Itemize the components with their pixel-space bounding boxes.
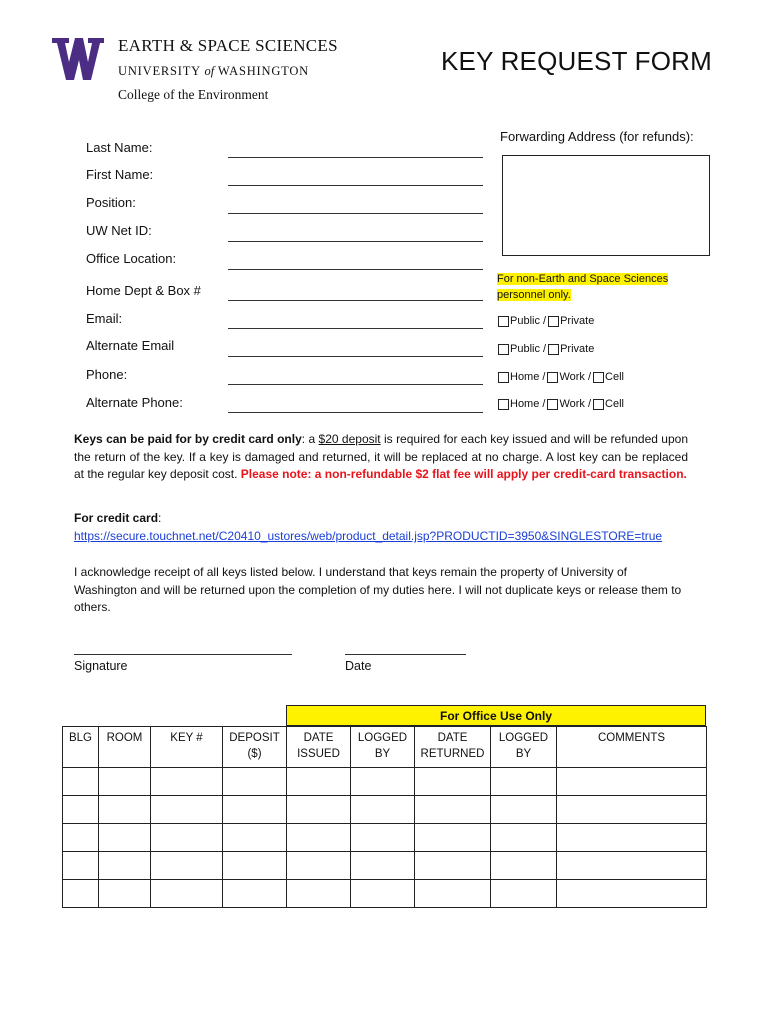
phone-field[interactable] [228,384,483,385]
email-visibility-options: Public / Private [498,315,596,327]
col-room: ROOM [99,727,151,768]
credit-card-label: For credit card: [74,511,162,525]
table-row[interactable] [63,824,707,852]
alt-phone-cell-checkbox[interactable] [593,399,604,410]
office-location-field[interactable] [228,269,483,270]
email-private-checkbox[interactable] [548,316,559,327]
col-deposit: DEPOSIT ($) [223,727,287,768]
first-name-label: First Name: [86,167,154,182]
uw-net-id-field[interactable] [228,241,483,242]
position-label: Position: [86,195,136,210]
table-row[interactable] [63,768,707,796]
table-row[interactable] [63,796,707,824]
table-header-row [63,727,707,768]
office-use-header: For Office Use Only [286,705,706,726]
alt-email-private-checkbox[interactable] [548,344,559,355]
email-field[interactable] [228,328,483,329]
alternate-phone-label: Alternate Phone: [86,395,183,410]
position-field[interactable] [228,213,483,214]
phone-home-checkbox[interactable] [498,372,509,383]
payment-paragraph: Keys can be paid for by credit card only: a $20 deposit is required for each key issued and will be refunded upon the return of the key. If a key is damaged and returned, it will be replaced at no charge. A lost key can be replaced at the regular key deposit cost. Please note: a non-refundable $2 flat fee will apply per credit-card transaction. [74,432,688,481]
home-dept-field[interactable] [228,300,483,301]
col-date-returned: DATE RETURNED [415,727,491,768]
uw-net-id-label: UW Net ID: [86,223,152,238]
phone-cell-checkbox[interactable] [593,372,604,383]
home-dept-label: Home Dept & Box # [86,283,201,298]
first-name-field[interactable] [228,185,483,186]
col-comments: COMMENTS [557,727,707,768]
col-blg: BLG [63,727,99,768]
email-public-checkbox[interactable] [498,316,509,327]
form-title: KEY REQUEST FORM [441,46,712,76]
college-name: College of the Environment [118,87,269,102]
table-row[interactable] [63,880,707,908]
signature-line[interactable] [74,654,292,655]
acknowledgement-paragraph: I acknowledge receipt of all keys listed below. I understand that keys remain the property of University of Washington and will be returned upon the completion of my duties here. I will not duplicate keys or release them to others. [74,565,682,614]
non-ess-note: For non-Earth and Space Sciences personnel only. [497,273,669,301]
phone-work-checkbox[interactable] [547,372,558,383]
department-name: EARTH & SPACE SCIENCES [118,36,338,55]
uw-w-logo [52,38,104,80]
col-key: KEY # [151,727,223,768]
last-name-field[interactable] [228,157,483,158]
office-location-label: Office Location: [86,251,177,266]
col-logged-by: LOGGED BY [351,727,415,768]
col-date-issued: DATE ISSUED [287,727,351,768]
key-table [62,726,707,908]
email-label: Email: [86,311,123,326]
credit-card-link[interactable]: https://secure.touchnet.net/C20410_ustores/web/product_detail.jsp?PRODUCTID=3950&SINGLESTORE=true [74,529,663,543]
forwarding-address-label: Forwarding Address (for refunds): [500,129,694,144]
table-row[interactable] [63,852,707,880]
date-line[interactable] [345,654,466,655]
alternate-email-field[interactable] [228,356,483,357]
last-name-label: Last Name: [86,140,153,155]
university-name: UNIVERSITY of WASHINGTON [118,64,310,78]
alt-phone-work-checkbox[interactable] [547,399,558,410]
phone-label: Phone: [86,367,128,382]
col-logged-by-2: LOGGED BY [491,727,557,768]
alt-email-public-checkbox[interactable] [498,344,509,355]
date-label: Date [345,659,372,673]
alt-email-visibility-options: Public / Private [498,343,596,355]
phone-type-options: Home / Work / Cell [498,371,626,383]
alt-phone-home-checkbox[interactable] [498,399,509,410]
alternate-email-label: Alternate Email [86,338,175,353]
alternate-phone-field[interactable] [228,412,483,413]
alt-phone-type-options: Home / Work / Cell [498,398,626,410]
signature-label: Signature [74,659,128,673]
forwarding-address-box[interactable] [502,155,710,256]
